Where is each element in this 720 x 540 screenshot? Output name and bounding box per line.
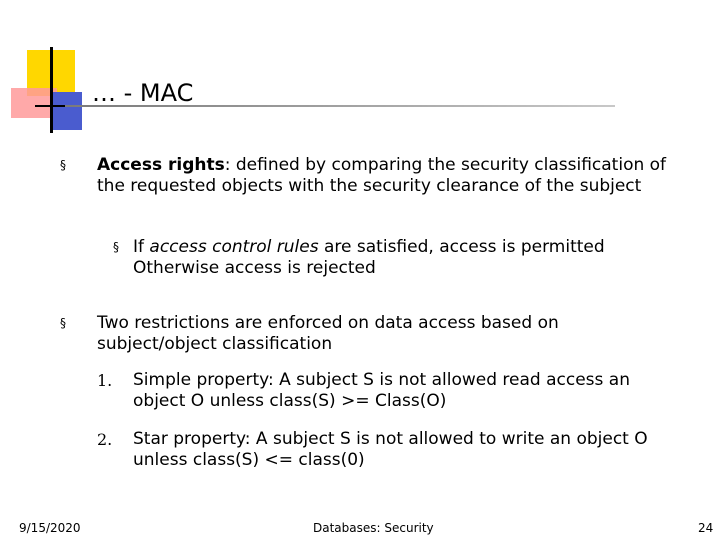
sub-bullet-italic-term: access control rules bbox=[149, 237, 319, 257]
bullet-two-restrictions: Two restrictions are enforced on data access based on subject/object classification bbox=[97, 313, 559, 354]
title-ornament-blue-block bbox=[50, 92, 82, 130]
title-ornament-vertical-line bbox=[50, 47, 53, 133]
sub-bullet-line2: Otherwise access is rejected bbox=[133, 258, 376, 278]
bullet-marker: § bbox=[60, 316, 66, 330]
numbered-item-number: 1. bbox=[97, 371, 113, 390]
footer-center-text: Databases: Security bbox=[313, 521, 434, 535]
numbered-item-simple-property: Simple property: A subject S is not allowed read access an object O unless class(S) >= Class(O) bbox=[133, 370, 630, 411]
footer-date: 9/15/2020 bbox=[19, 521, 81, 535]
sub-bullet-access-control bbox=[133, 237, 673, 279]
sub-bullet-lead: If bbox=[133, 237, 150, 257]
numbered-item-star-property: Star property: A subject S is not allowed to write an object O unless class(S) <= class(0) bbox=[133, 429, 648, 470]
bullet-marker: § bbox=[60, 158, 66, 172]
sub-bullet-tail: are satisfied, access is permitted bbox=[318, 237, 605, 257]
numbered-item-number: 2. bbox=[97, 430, 113, 449]
footer-page-number: 24 bbox=[698, 521, 714, 535]
sub-bullet-marker: § bbox=[113, 240, 119, 254]
bullet-text: : defined by comparing the security classification of the requested objects with the security clearance of the subject bbox=[97, 155, 667, 196]
slide-title: … - MAC bbox=[92, 79, 194, 107]
bullet-bold-term: Access rights bbox=[97, 155, 225, 175]
bullet-access-rights bbox=[97, 155, 677, 197]
